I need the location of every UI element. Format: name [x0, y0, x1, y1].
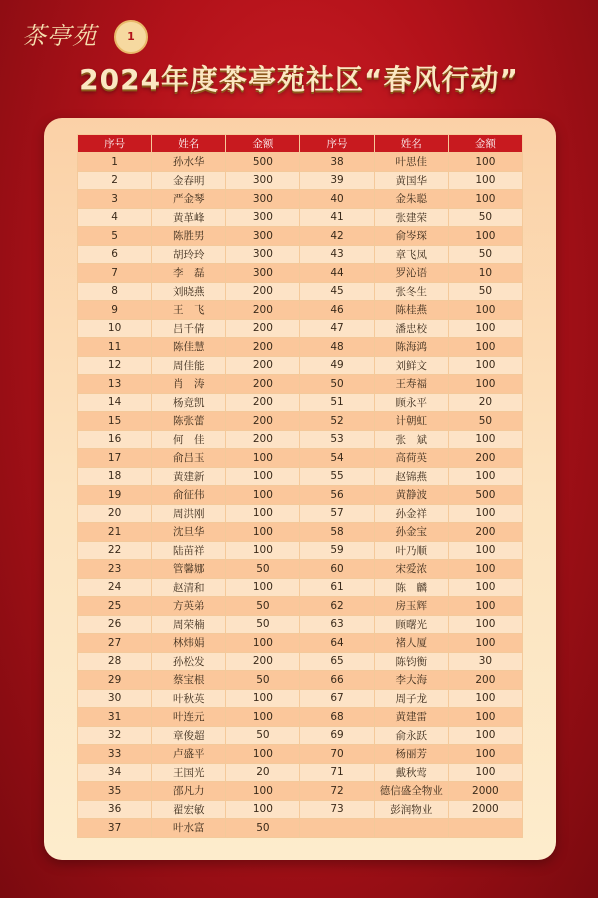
table-row: [78, 393, 523, 412]
cell-amount-right: 100: [448, 467, 522, 486]
cell-amount-left: 200: [226, 393, 300, 412]
cell-index-left: 18: [78, 467, 152, 486]
cell-index-right: 61: [300, 578, 374, 597]
cell-name-left: 王 飞: [152, 301, 226, 320]
cell-name-left: 章俊超: [152, 726, 226, 745]
table-row: [78, 745, 523, 764]
cell-index-right: 67: [300, 689, 374, 708]
cell-amount-right: 100: [448, 745, 522, 764]
cell-amount-right: 100: [448, 153, 522, 172]
header-amount-left: 金额: [226, 135, 300, 153]
cell-amount-left: 100: [226, 504, 300, 523]
cell-index-right: 55: [300, 467, 374, 486]
table-row: [78, 430, 523, 449]
cell-index-left: 20: [78, 504, 152, 523]
cell-amount-right: 50: [448, 208, 522, 227]
cell-amount-left: 50: [226, 671, 300, 690]
cell-amount-right: 100: [448, 578, 522, 597]
cell-amount-left: 200: [226, 319, 300, 338]
cell-index-right: 42: [300, 227, 374, 246]
cell-amount-right: 200: [448, 671, 522, 690]
cell-amount-right: 100: [448, 634, 522, 653]
cell-name-left: 孙水华: [152, 153, 226, 172]
page-title: 2024年度茶亭苑社区“春风行动”: [79, 63, 519, 96]
cell-index-right: 48: [300, 338, 374, 357]
cell-index-right: 58: [300, 523, 374, 542]
cell-amount-right: 500: [448, 486, 522, 505]
cell-name-right: 孙金祥: [374, 504, 448, 523]
cell-amount-right: 100: [448, 763, 522, 782]
cell-name-right: 陈桂燕: [374, 301, 448, 320]
cell-amount-right: 2000: [448, 800, 522, 819]
cell-amount-left: 200: [226, 375, 300, 394]
cell-index-right: 71: [300, 763, 374, 782]
cell-amount-right: [448, 819, 522, 838]
cell-name-right: 计朝虹: [374, 412, 448, 431]
cell-name-right: 褚人厦: [374, 634, 448, 653]
cell-name-right: 彭润物业: [374, 800, 448, 819]
cell-name-left: 黄革峰: [152, 208, 226, 227]
cell-amount-left: 500: [226, 153, 300, 172]
cell-index-right: 38: [300, 153, 374, 172]
cell-index-left: 32: [78, 726, 152, 745]
cell-amount-left: 200: [226, 301, 300, 320]
cell-amount-left: 100: [226, 449, 300, 468]
cell-name-right: 刘鲜文: [374, 356, 448, 375]
cell-index-right: 41: [300, 208, 374, 227]
donor-table: [77, 134, 523, 838]
table-row: [78, 227, 523, 246]
cell-name-left: 陈佳慧: [152, 338, 226, 357]
cell-amount-left: 50: [226, 597, 300, 616]
cell-name-left: 严金琴: [152, 190, 226, 209]
cell-index-right: [300, 819, 374, 838]
cell-name-right: 戴秋莺: [374, 763, 448, 782]
cell-index-right: 69: [300, 726, 374, 745]
cell-amount-left: 100: [226, 689, 300, 708]
cell-amount-right: 100: [448, 338, 522, 357]
cell-name-left: 黄建新: [152, 467, 226, 486]
cell-amount-right: 100: [448, 227, 522, 246]
cell-index-left: 19: [78, 486, 152, 505]
cell-name-right: 德信盛全物业: [374, 782, 448, 801]
cell-name-left: 周洪刚: [152, 504, 226, 523]
cell-name-right: 章飞凤: [374, 245, 448, 264]
cell-index-right: 54: [300, 449, 374, 468]
cell-amount-left: 100: [226, 523, 300, 542]
cell-amount-left: 100: [226, 708, 300, 727]
cell-name-right: 叶乃顺: [374, 541, 448, 560]
cell-index-left: 7: [78, 264, 152, 283]
cell-index-left: 16: [78, 430, 152, 449]
cell-name-right: 陈 麟: [374, 578, 448, 597]
cell-name-right: 黄静波: [374, 486, 448, 505]
cell-index-left: 30: [78, 689, 152, 708]
cell-name-left: 叶水富: [152, 819, 226, 838]
cell-index-right: 45: [300, 282, 374, 301]
cell-index-left: 24: [78, 578, 152, 597]
table-row: [78, 819, 523, 838]
cell-amount-right: 20: [448, 393, 522, 412]
cell-name-left: 林炜娟: [152, 634, 226, 653]
cell-index-left: 27: [78, 634, 152, 653]
cell-name-left: 翟宏敏: [152, 800, 226, 819]
table-row: [78, 689, 523, 708]
cell-index-right: 52: [300, 412, 374, 431]
cell-index-right: 70: [300, 745, 374, 764]
cell-amount-right: 100: [448, 171, 522, 190]
cell-name-left: 卢盛平: [152, 745, 226, 764]
cell-name-left: 沈旦华: [152, 523, 226, 542]
cell-amount-right: 100: [448, 708, 522, 727]
cell-amount-left: 100: [226, 541, 300, 560]
cell-amount-left: 300: [226, 208, 300, 227]
cell-index-left: 10: [78, 319, 152, 338]
cell-index-right: 53: [300, 430, 374, 449]
cell-amount-right: 50: [448, 282, 522, 301]
cell-amount-right: 100: [448, 356, 522, 375]
table-row: [78, 504, 523, 523]
cell-index-right: 66: [300, 671, 374, 690]
cell-amount-left: 300: [226, 190, 300, 209]
cell-name-right: 张冬生: [374, 282, 448, 301]
cell-amount-left: 200: [226, 430, 300, 449]
cell-amount-left: 200: [226, 356, 300, 375]
table-row: [78, 245, 523, 264]
cell-name-right: 陈海鸿: [374, 338, 448, 357]
cell-index-left: 9: [78, 301, 152, 320]
cell-name-left: 俞吕玉: [152, 449, 226, 468]
cell-amount-left: 50: [226, 560, 300, 579]
cell-amount-right: 50: [448, 245, 522, 264]
cell-index-left: 4: [78, 208, 152, 227]
cell-name-right: 王寿福: [374, 375, 448, 394]
cell-index-left: 8: [78, 282, 152, 301]
cell-index-left: 6: [78, 245, 152, 264]
cell-index-right: 43: [300, 245, 374, 264]
cell-index-left: 2: [78, 171, 152, 190]
cell-amount-left: 100: [226, 800, 300, 819]
cell-index-right: 39: [300, 171, 374, 190]
cell-name-left: 杨竟凯: [152, 393, 226, 412]
cell-amount-left: 300: [226, 264, 300, 283]
cell-name-left: 赵清和: [152, 578, 226, 597]
cell-name-right: 陈钧衡: [374, 652, 448, 671]
cell-amount-right: 200: [448, 523, 522, 542]
cell-index-left: 12: [78, 356, 152, 375]
cell-amount-right: 100: [448, 689, 522, 708]
table-row: [78, 800, 523, 819]
cell-amount-right: 10: [448, 264, 522, 283]
cell-name-right: 高荷英: [374, 449, 448, 468]
table-row: [78, 449, 523, 468]
cell-name-right: 杨丽芳: [374, 745, 448, 764]
cell-name-right: 黄国华: [374, 171, 448, 190]
table-row: [78, 190, 523, 209]
cell-name-right: 俞岑琛: [374, 227, 448, 246]
cell-index-right: 40: [300, 190, 374, 209]
cell-index-right: 73: [300, 800, 374, 819]
table-row: [78, 708, 523, 727]
cell-index-left: 29: [78, 671, 152, 690]
table-header-row: [78, 135, 523, 153]
cell-name-right: 宋爱浓: [374, 560, 448, 579]
cell-name-left: 何 佳: [152, 430, 226, 449]
cell-amount-right: 100: [448, 319, 522, 338]
header-index-left: 序号: [78, 135, 152, 153]
table-row: [78, 671, 523, 690]
cell-amount-left: 100: [226, 486, 300, 505]
cell-amount-right: 100: [448, 597, 522, 616]
cell-index-right: 59: [300, 541, 374, 560]
cell-index-left: 15: [78, 412, 152, 431]
table-row: [78, 356, 523, 375]
cell-amount-right: 100: [448, 560, 522, 579]
cell-index-left: 23: [78, 560, 152, 579]
cell-name-right: 罗沁语: [374, 264, 448, 283]
cell-amount-left: 100: [226, 782, 300, 801]
cell-amount-left: 200: [226, 412, 300, 431]
table-row: [78, 763, 523, 782]
table-row: [78, 319, 523, 338]
cell-name-right: 叶思佳: [374, 153, 448, 172]
cell-index-left: 11: [78, 338, 152, 357]
cell-name-left: 叶秋英: [152, 689, 226, 708]
cell-index-left: 5: [78, 227, 152, 246]
cell-name-left: 吕千倩: [152, 319, 226, 338]
table-row: [78, 412, 523, 431]
cell-index-left: 28: [78, 652, 152, 671]
cell-index-left: 13: [78, 375, 152, 394]
cell-amount-left: 20: [226, 763, 300, 782]
cell-name-left: 管馨娜: [152, 560, 226, 579]
cell-name-right: 俞永跃: [374, 726, 448, 745]
table-row: [78, 652, 523, 671]
cell-index-right: 63: [300, 615, 374, 634]
cell-index-right: 44: [300, 264, 374, 283]
cell-amount-right: 100: [448, 615, 522, 634]
cell-name-right: 李大海: [374, 671, 448, 690]
cell-name-left: 王国光: [152, 763, 226, 782]
cell-index-left: 37: [78, 819, 152, 838]
cell-index-left: 25: [78, 597, 152, 616]
table-row: [78, 782, 523, 801]
cell-index-right: 50: [300, 375, 374, 394]
cell-amount-left: 100: [226, 745, 300, 764]
cell-index-right: 57: [300, 504, 374, 523]
table-row: [78, 301, 523, 320]
cell-index-right: 62: [300, 597, 374, 616]
cell-name-right: 黄建雷: [374, 708, 448, 727]
cell-amount-left: 300: [226, 245, 300, 264]
cell-index-left: 17: [78, 449, 152, 468]
table-row: [78, 171, 523, 190]
cell-amount-right: 50: [448, 412, 522, 431]
cell-index-left: 26: [78, 615, 152, 634]
cell-name-left: 俞征伟: [152, 486, 226, 505]
cell-amount-right: 100: [448, 430, 522, 449]
table-row: [78, 264, 523, 283]
table-row: [78, 615, 523, 634]
logo-text: 茶亭苑: [22, 22, 97, 50]
cell-name-left: 蔡宝根: [152, 671, 226, 690]
community-logo: [22, 14, 152, 54]
cell-index-left: 22: [78, 541, 152, 560]
cell-amount-right: 100: [448, 190, 522, 209]
cell-name-right: 顾永平: [374, 393, 448, 412]
cell-amount-right: 30: [448, 652, 522, 671]
cell-amount-right: 100: [448, 541, 522, 560]
table-row: [78, 375, 523, 394]
cell-index-right: 68: [300, 708, 374, 727]
cell-name-left: 陆苗祥: [152, 541, 226, 560]
cell-name-right: 房玉辉: [374, 597, 448, 616]
cell-name-right: 顾曙光: [374, 615, 448, 634]
cell-name-left: 胡玲玲: [152, 245, 226, 264]
header-name-left: 姓名: [152, 135, 226, 153]
table-row: [78, 486, 523, 505]
table-row: [78, 153, 523, 172]
cell-index-right: 46: [300, 301, 374, 320]
cell-index-right: 49: [300, 356, 374, 375]
table-row: [78, 541, 523, 560]
cell-index-right: 47: [300, 319, 374, 338]
cell-index-right: 65: [300, 652, 374, 671]
cell-index-left: 14: [78, 393, 152, 412]
cell-name-right: 张 斌: [374, 430, 448, 449]
cell-amount-right: 100: [448, 301, 522, 320]
cell-amount-left: 200: [226, 338, 300, 357]
cell-index-left: 1: [78, 153, 152, 172]
cell-amount-right: 200: [448, 449, 522, 468]
cell-name-left: 邵凡力: [152, 782, 226, 801]
cell-name-right: [374, 819, 448, 838]
cell-index-left: 3: [78, 190, 152, 209]
cell-name-right: 金朱聪: [374, 190, 448, 209]
table-row: [78, 523, 523, 542]
table-row: [78, 208, 523, 227]
cell-name-right: 赵锦燕: [374, 467, 448, 486]
cell-amount-left: 200: [226, 282, 300, 301]
table-row: [78, 597, 523, 616]
header-index-right: 序号: [300, 135, 374, 153]
cell-amount-left: 100: [226, 467, 300, 486]
cell-name-right: 潘忠校: [374, 319, 448, 338]
table-row: [78, 634, 523, 653]
header-amount-right: 金额: [448, 135, 522, 153]
table-row: [78, 578, 523, 597]
cell-index-left: 34: [78, 763, 152, 782]
cell-amount-right: 100: [448, 504, 522, 523]
cell-amount-left: 50: [226, 726, 300, 745]
cell-amount-right: 2000: [448, 782, 522, 801]
cell-amount-left: 50: [226, 819, 300, 838]
cell-name-left: 叶连元: [152, 708, 226, 727]
cell-amount-right: 100: [448, 726, 522, 745]
cell-name-left: 金春明: [152, 171, 226, 190]
cell-name-left: 周佳能: [152, 356, 226, 375]
cell-name-left: 陈胜男: [152, 227, 226, 246]
cell-name-left: 周荣楠: [152, 615, 226, 634]
cell-index-right: 60: [300, 560, 374, 579]
cell-index-left: 33: [78, 745, 152, 764]
table-row: [78, 467, 523, 486]
cell-amount-left: 50: [226, 615, 300, 634]
table-row: [78, 726, 523, 745]
table-row: [78, 282, 523, 301]
cell-name-left: 刘晓燕: [152, 282, 226, 301]
cell-amount-left: 200: [226, 652, 300, 671]
cell-index-left: 21: [78, 523, 152, 542]
cell-name-left: 李 磊: [152, 264, 226, 283]
cell-amount-left: 300: [226, 227, 300, 246]
cell-name-right: 张建荣: [374, 208, 448, 227]
cell-name-left: 肖 涛: [152, 375, 226, 394]
cell-index-right: 51: [300, 393, 374, 412]
cell-index-left: 31: [78, 708, 152, 727]
cell-index-right: 56: [300, 486, 374, 505]
cell-amount-left: 300: [226, 171, 300, 190]
logo-seal-icon: 1: [114, 20, 148, 54]
cell-index-right: 72: [300, 782, 374, 801]
cell-amount-right: 100: [448, 375, 522, 394]
header-name-right: 姓名: [374, 135, 448, 153]
cell-index-right: 64: [300, 634, 374, 653]
table-row: [78, 338, 523, 357]
cell-amount-left: 100: [226, 634, 300, 653]
cell-name-left: 陈张蕾: [152, 412, 226, 431]
cell-name-right: 孙金宝: [374, 523, 448, 542]
cell-name-left: 方英弟: [152, 597, 226, 616]
cell-amount-left: 100: [226, 578, 300, 597]
cell-index-left: 36: [78, 800, 152, 819]
table-row: [78, 560, 523, 579]
cell-index-left: 35: [78, 782, 152, 801]
cell-name-left: 孙松发: [152, 652, 226, 671]
cell-name-right: 周子龙: [374, 689, 448, 708]
